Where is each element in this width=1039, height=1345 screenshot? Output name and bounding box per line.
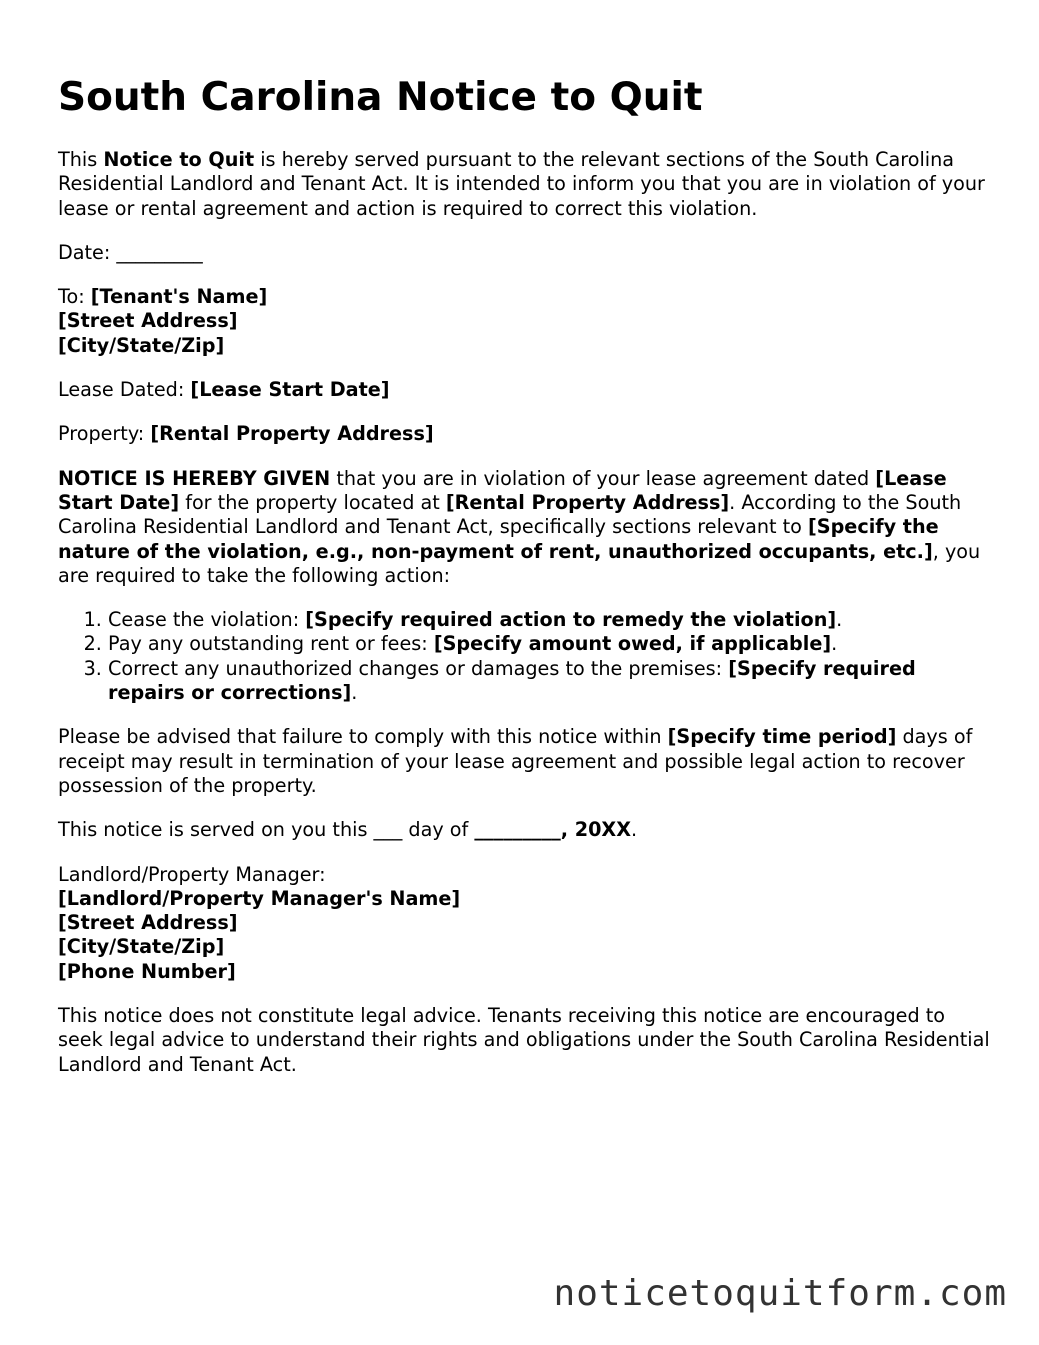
- advisory-bold: [Specify time period]: [667, 725, 897, 749]
- notice-paragraph: [58, 467, 993, 588]
- served-end: .: [631, 818, 638, 842]
- lease-dated-label: Lease Dated:: [58, 378, 191, 402]
- intro-paragraph: [58, 148, 993, 221]
- lease-dated-value: [Lease Start Date]: [190, 378, 390, 402]
- recipient-block: [58, 285, 993, 358]
- intro-text-1: This: [58, 148, 104, 171]
- advisory-text-1: Please be advised that failure to comply with this notice within: [58, 725, 668, 749]
- tenant-city: [City/State/Zip]: [58, 333, 225, 357]
- served-line: [58, 818, 993, 842]
- action-end: .: [831, 632, 838, 656]
- tenant-name: [Tenant's Name]: [90, 285, 268, 309]
- landlord-street: [Street Address]: [58, 911, 238, 935]
- property-value: [Rental Property Address]: [150, 422, 434, 446]
- advisory-text-2: days of receipt may result in termination of your lease agreement and possible legal action to recover possession of the property.: [58, 725, 973, 797]
- landlord-phone: [Phone Number]: [58, 959, 236, 983]
- list-item: [108, 657, 993, 706]
- notice-bold-1: [Lease Start Date]: [58, 466, 947, 514]
- action-text: Cease the violation:: [108, 608, 306, 632]
- property-line: [58, 422, 993, 446]
- landlord-city: [City/State/Zip]: [58, 935, 225, 959]
- lease-dated-line: [58, 378, 993, 402]
- footer-watermark: noticetoquitform.com: [553, 1273, 1007, 1314]
- property-label: Property:: [58, 422, 151, 446]
- disclaimer-paragraph: This notice does not constitute legal advice. Tenants receiving this notice are encouraged to seek legal advice to understand their rights and obligations under the South Carolina Residential Landlord and Tenant Act.: [58, 1004, 990, 1076]
- document-page: [58, 72, 993, 1097]
- list-item: [108, 632, 993, 656]
- to-label: To:: [58, 285, 91, 309]
- action-bold: [Specify amount owed, if applicable]: [433, 632, 832, 656]
- action-text: Correct any unauthorized changes or damages to the premises:: [108, 656, 729, 680]
- action-bold: [Specify required action to remedy the violation]: [305, 608, 837, 632]
- intro-bold: Notice to Quit: [103, 148, 255, 171]
- landlord-name: [Landlord/Property Manager's Name]: [58, 886, 461, 910]
- action-end: .: [351, 681, 358, 705]
- served-bold: _________, 20XX: [474, 818, 632, 842]
- notice-text-2: for the property located at: [179, 490, 446, 514]
- notice-bold-2: [Rental Property Address]: [445, 490, 730, 514]
- landlord-block: [58, 863, 993, 984]
- notice-text-3: . According to the South Carolina Residential Landlord and Tenant Act, specifically sections relevant to: [58, 490, 962, 539]
- list-item: [108, 608, 993, 632]
- action-end: .: [836, 608, 843, 632]
- landlord-label: Landlord/Property Manager:: [58, 862, 326, 886]
- action-text: Pay any outstanding rent or fees:: [108, 632, 434, 656]
- tenant-street: [Street Address]: [58, 309, 238, 333]
- notice-text-1: that you are in violation of your lease agreement dated: [330, 466, 876, 490]
- page-title: South Carolina Notice to Quit: [58, 75, 703, 120]
- action-bold: [Specify required repairs or corrections]: [108, 656, 916, 705]
- required-actions-list: [58, 608, 993, 705]
- intro-text-2: is hereby served pursuant to the relevant sections of the South Carolina Residential Landlord and Tenant Act. It is intended to inform you that you are in violation of your lease or rental agreement and action is required to correct this violation.: [58, 148, 985, 220]
- date-line: Date: _________: [58, 240, 203, 264]
- notice-lead: NOTICE IS HEREBY GIVEN: [58, 466, 331, 490]
- notice-bold-3: [Specify the nature of the violation, e.g., non-payment of rent, unauthorized occupants, etc.]: [58, 515, 939, 563]
- notice-text-4: , you are required to take the following action:: [58, 539, 981, 587]
- served-text: This notice is served on you this ___ day of: [58, 818, 475, 842]
- advisory-paragraph: [58, 725, 993, 798]
